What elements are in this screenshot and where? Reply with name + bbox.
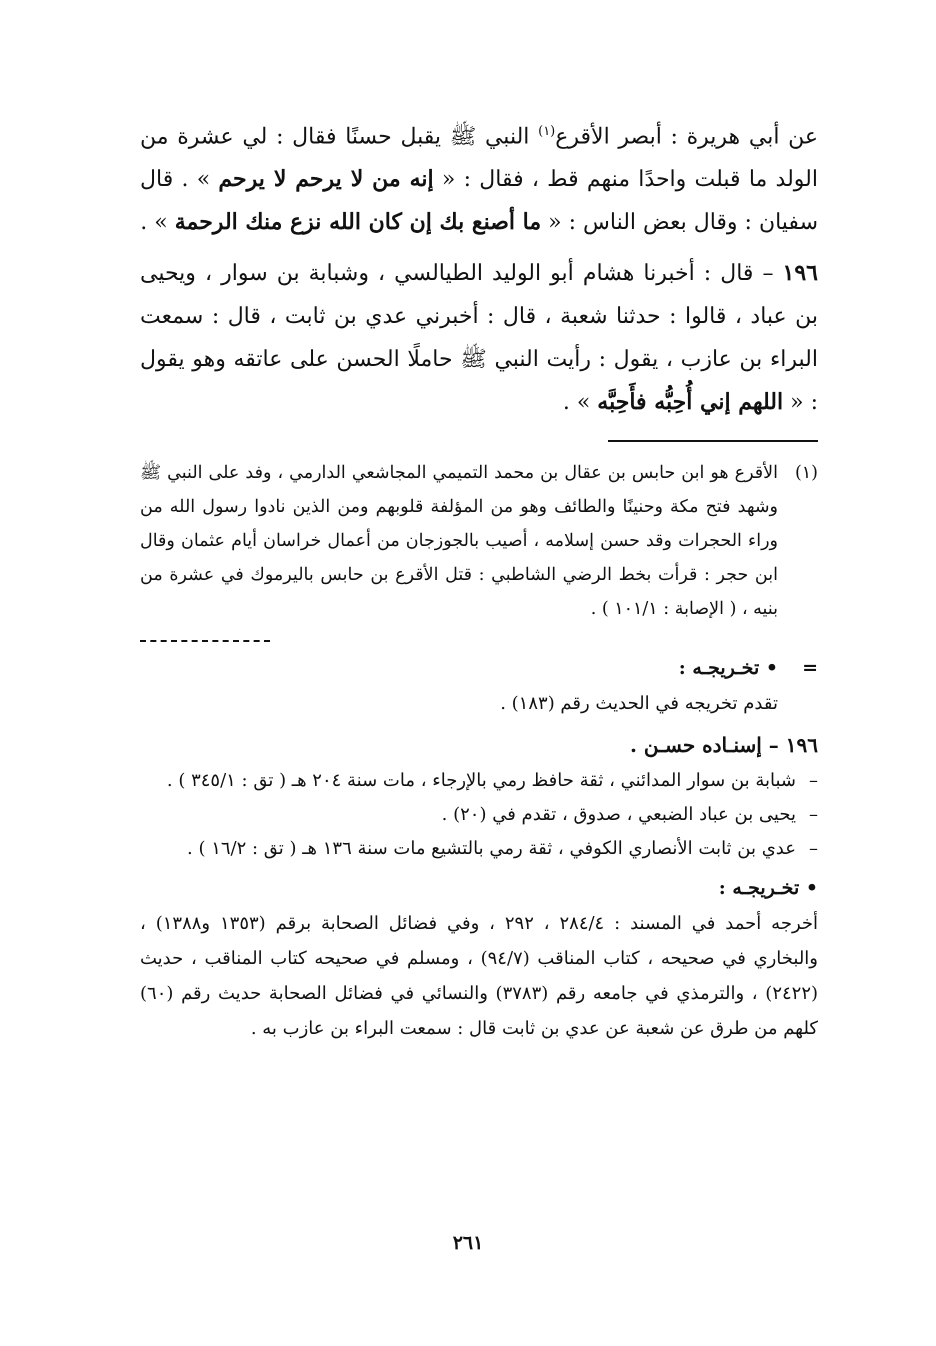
takhrij-text-2: أخرجه أحمد في المسند : ٢٨٤/٤ ، ٢٩٢ ، وفي فضائل الصحابة برقم (١٣٥٣ و١٣٨٨) ، والبخاري في صحيحه ، كتاب المناقب (٩٤/٧) ، ومسلم في صحيحه كتاب المناقب ، حديث (٢٤٢٢) ، والترمذي في جامعه رقم (٣٧٨٣) والنسائي في فضائل الصحابة حديث رقم (٦٠) كلهم من طرق عن شعبة عن عدي بن ثابت قال : سمعت البراء بن عازب به . [140, 913, 819, 1040]
text-run: » . [140, 210, 175, 236]
narrator-text: يحيى بن عباد الضبعي ، صدوق ، تقدم في (٢٠) . [441, 804, 796, 826]
page-number: ٢٦١ [452, 1232, 484, 1254]
takhrij-text-1: تقدم تخريجه في الحديث رقم (١٨٣) . [500, 693, 778, 715]
hadith-paragraph-196 [140, 252, 818, 424]
takhrij-heading-2 [140, 870, 818, 906]
text-run: عن أبي هريرة : أبصر الأقرع [555, 124, 818, 150]
item-dash: – [809, 838, 818, 860]
section-heading: • تخـريجـه : [718, 877, 818, 900]
hadith-paragraph-1 [140, 110, 818, 244]
hadith-quote: ما أصنع بك إن كان الله نزع منك الرحمة [174, 209, 542, 236]
narrator-item [140, 832, 818, 866]
narrator-text: عدي بن ثابت الأنصاري الكوفي ، ثقة رمي بالتشيع مات سنة ١٣٦ هـ ( تق : ١٦/٢ ) . [187, 838, 796, 860]
text-run: » . قال سفيان : وقال بعض الناس : « [140, 167, 818, 236]
footnote-text: الأقرع هو ابن حابس بن عقال بن محمد التميمي المجاشعي الدارمي ، وفد على النبي ﷺ وشهد فتح مكة وحنينًا والطائف وهو من المؤلفة قلوبهم ومن الذين نادوا رسول الله من وراء الحجرات وقد حسن إسلامه ، أصيب بالجوزجان من أعمال خراسان أيام عثمان وقال ابن حجر : قرأت بخط الرضي الشاطبي : قتل الأقرع بن حابس باليرموك في عشرة من بنيه ، ( الإصابة : ١٠١/١ ) . [140, 463, 778, 620]
footnote-1 [140, 456, 818, 626]
narrator-text: شبابة بن سوار المدائني ، ثقة حافظ رمي بالإرجاء ، مات سنة ٢٠٤ هـ ( تق : ٣٤٥/١ ) . [166, 770, 796, 792]
hadith-quote: اللهم إني أُحِبُّه فأَحِبَّه [597, 389, 784, 416]
footnote-separator [608, 440, 818, 442]
page-body [140, 110, 818, 1046]
section-heading: • تخـريجـه : [678, 657, 778, 680]
isnad-heading: ١٩٦ – إسنـاده حسـن . [629, 733, 818, 758]
narrator-item [140, 764, 818, 798]
continuation-mark: = [802, 657, 818, 680]
text-run: – قال : أخبرنا هشام أبو الوليد الطيالسي ، وشبابة بن سوار ، ويحيى بن عباد ، قالوا : حدثنا شعبة ، قال : أخبرني عدي بن ثابت ، قال : سمعت البراء بن عازب ، يقول : رأيت النبي ﷺ حاملًا الحسن على عاتقه وهو يقول : « [140, 261, 818, 416]
item-dash: – [809, 770, 818, 792]
text-run: النبي ﷺ يقبل حسنًا فقال : لي عشرة من الولد ما قبلت واحدًا منهم قط ، فقال : « [140, 124, 818, 193]
footnote-ref[interactable]: (١) [538, 124, 556, 139]
hadith-number: ١٩٦ [782, 260, 818, 287]
narrator-item [140, 798, 818, 832]
hadith-quote: إنه من لا يرحم لا يرحم [218, 166, 434, 193]
takhrij-heading-1 [140, 650, 818, 686]
commentary-separator [140, 640, 270, 642]
footnote-number: (١) [794, 463, 818, 484]
text-run: » . [562, 390, 598, 416]
item-dash: – [809, 804, 818, 826]
